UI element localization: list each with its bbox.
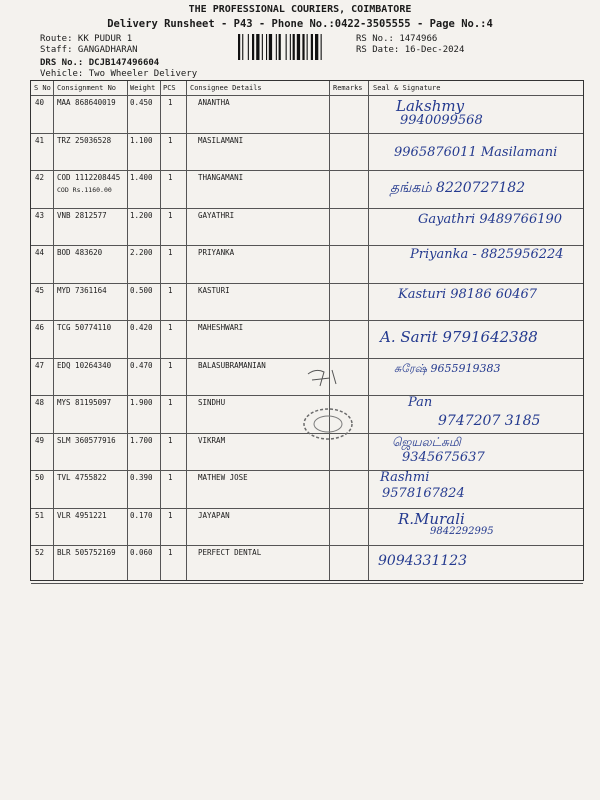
column-divider <box>53 81 54 580</box>
col-header-remarks: Remarks <box>333 84 363 92</box>
row-divider <box>31 470 583 471</box>
rs-number: RS No.: 1474966 <box>356 34 438 44</box>
row-divider <box>31 320 583 321</box>
row-weight: 0.390 <box>130 473 153 482</box>
row-serial-number: 48 <box>35 398 45 407</box>
row-divider <box>31 545 583 546</box>
row-consignment-number: MAA 868640019 <box>57 98 116 107</box>
row-weight: 0.450 <box>130 98 153 107</box>
row-consignee-name: KASTURI <box>198 285 230 295</box>
row-serial-number: 41 <box>35 135 45 145</box>
row-cod-amount: COD Rs.1160.00 <box>57 186 112 194</box>
row-consignment-number: SLM 360577916 <box>57 435 116 445</box>
row-serial-number: 43 <box>35 210 45 220</box>
row-consignment-number: VNB 2812577 <box>57 210 107 220</box>
route: Route: KK PUDUR 1 <box>40 34 133 44</box>
row-pieces: 1 <box>168 398 173 407</box>
row-consignee-name: THANGAMANI <box>198 173 244 182</box>
row-consignment-number: VLR 4951221 <box>57 510 107 520</box>
row-pieces: 1 <box>168 98 173 107</box>
row-handwritten-signature: R.Murali <box>398 509 465 528</box>
row-weight: 0.470 <box>130 360 153 370</box>
row-pieces: 1 <box>168 435 173 445</box>
row-handwritten-signature: 9842292995 <box>430 525 494 537</box>
row-pieces: 1 <box>168 135 173 145</box>
col-header-sno: S No <box>34 84 51 92</box>
row-serial-number: 51 <box>35 510 45 520</box>
row-consignment-number: COD 1112208445 <box>57 173 121 182</box>
col-header-pcs: PCS <box>163 84 176 92</box>
row-handwritten-signature: 9345675637 <box>402 449 485 465</box>
scribble-mark <box>302 364 348 400</box>
row-handwritten-signature: 9578167824 <box>382 486 465 501</box>
row-serial-number: 49 <box>35 435 45 445</box>
row-serial-number: 42 <box>35 173 45 182</box>
row-handwritten-signature: Kasturi 98186 60467 <box>398 286 538 302</box>
row-handwritten-signature: Priyanka - 8825956224 <box>410 247 564 262</box>
row-consignee-name: VIKRAM <box>198 435 226 445</box>
delivery-table <box>30 80 584 581</box>
row-pieces: 1 <box>168 510 173 520</box>
row-weight: 1.400 <box>130 173 153 182</box>
column-divider <box>368 81 369 580</box>
row-pieces: 1 <box>168 285 173 295</box>
row-serial-number: 45 <box>35 285 45 295</box>
row-serial-number: 52 <box>35 548 45 557</box>
row-consignee-name: SINDHU <box>198 398 226 407</box>
row-divider <box>31 508 583 509</box>
column-divider <box>186 81 187 580</box>
row-pieces: 1 <box>168 323 173 332</box>
row-handwritten-signature: Gayathri 9489766190 <box>418 211 563 227</box>
row-pieces: 1 <box>168 548 173 557</box>
row-weight: 0.060 <box>130 548 153 557</box>
vehicle: Vehicle: Two Wheeler Delivery <box>40 69 198 79</box>
row-divider <box>31 95 583 96</box>
column-divider <box>160 81 161 580</box>
row-handwritten-signature: Rashmi <box>380 470 430 485</box>
row-divider <box>31 283 583 284</box>
row-consignee-name: MAHESHWARI <box>198 323 244 332</box>
row-consignment-number: MYS 81195097 <box>57 398 112 407</box>
row-weight: 0.170 <box>130 510 153 520</box>
row-consignee-name: GAYATHRI <box>198 210 235 220</box>
row-handwritten-signature: சுரேஷ் 9655919383 <box>394 361 501 375</box>
row-divider <box>31 208 583 209</box>
row-weight: 1.100 <box>130 135 153 145</box>
row-divider <box>31 358 583 359</box>
row-consignment-number: TCG 50774110 <box>57 323 112 332</box>
row-handwritten-signature: Pan <box>408 395 433 410</box>
row-consignment-number: BOD 483620 <box>57 248 103 257</box>
row-handwritten-signature: Lakshmy <box>396 97 465 115</box>
row-weight: 1.900 <box>130 398 153 407</box>
runsheet-line: Delivery Runsheet - P43 - Phone No.:0422-3505555 - Page No.:4 <box>107 18 493 30</box>
row-handwritten-signature: A. Sarit 9791642388 <box>380 328 538 346</box>
row-consignee-name: JAYAPAN <box>198 510 230 520</box>
row-consignee-name: PERFECT DENTAL <box>198 548 262 557</box>
col-header-consignee: Consignee Details <box>190 84 262 92</box>
row-weight: 2.200 <box>130 248 153 257</box>
row-pieces: 1 <box>168 473 173 482</box>
col-header-consignment: Consignment No <box>57 84 117 92</box>
row-divider <box>31 170 583 171</box>
rs-date: RS Date: 16-Dec-2024 <box>356 45 465 55</box>
column-divider <box>127 81 128 580</box>
row-weight: 0.500 <box>130 285 153 295</box>
row-divider <box>31 133 583 134</box>
row-handwritten-signature: ஜெயலட்சுமி <box>392 434 461 449</box>
row-handwritten-signature: 9965876011 Masilamani <box>394 144 558 160</box>
row-pieces: 1 <box>168 360 173 370</box>
row-consignment-number: EDQ 10264340 <box>57 360 112 370</box>
row-handwritten-signature: 9747207 3185 <box>438 413 541 429</box>
row-pieces: 1 <box>168 173 173 182</box>
row-consignment-number: TVL 4755822 <box>57 473 107 482</box>
row-serial-number: 40 <box>35 98 45 107</box>
row-consignment-number: TRZ 25036528 <box>57 135 112 145</box>
barcode <box>238 34 348 60</box>
row-weight: 0.420 <box>130 323 153 332</box>
row-consignee-name: PRIYANKA <box>198 248 235 257</box>
row-serial-number: 47 <box>35 360 45 370</box>
row-pieces: 1 <box>168 210 173 220</box>
column-divider <box>329 81 330 580</box>
row-serial-number: 46 <box>35 323 45 332</box>
row-weight: 1.700 <box>130 435 153 445</box>
row-consignee-name: BALASUBRAMANIAN <box>198 360 266 370</box>
company-title: THE PROFESSIONAL COURIERS, COIMBATORE <box>188 4 412 15</box>
row-consignee-name: ANANTHA <box>198 98 230 107</box>
row-consignee-name: MATHEW JOSE <box>198 473 248 482</box>
drs-number: DRS No.: DCJB147496604 <box>40 58 160 68</box>
row-divider <box>31 583 583 584</box>
col-header-signature: Seal & Signature <box>373 84 441 92</box>
row-weight: 1.200 <box>130 210 153 220</box>
row-serial-number: 50 <box>35 473 45 482</box>
staff: Staff: GANGADHARAN <box>40 45 138 55</box>
row-serial-number: 44 <box>35 248 45 257</box>
seal-stamp <box>300 404 356 444</box>
row-handwritten-signature: 9940099568 <box>400 113 483 128</box>
row-consignee-name: MASILAMANI <box>198 135 244 145</box>
row-consignment-number: BLR 505752169 <box>57 548 116 557</box>
col-header-weight: Weight <box>130 84 156 92</box>
row-handwritten-signature: 9094331123 <box>378 553 468 569</box>
row-divider <box>31 245 583 246</box>
row-handwritten-signature: தங்கம் 8220727182 <box>390 180 526 196</box>
row-pieces: 1 <box>168 248 173 257</box>
row-consignment-number: MYD 7361164 <box>57 285 107 295</box>
